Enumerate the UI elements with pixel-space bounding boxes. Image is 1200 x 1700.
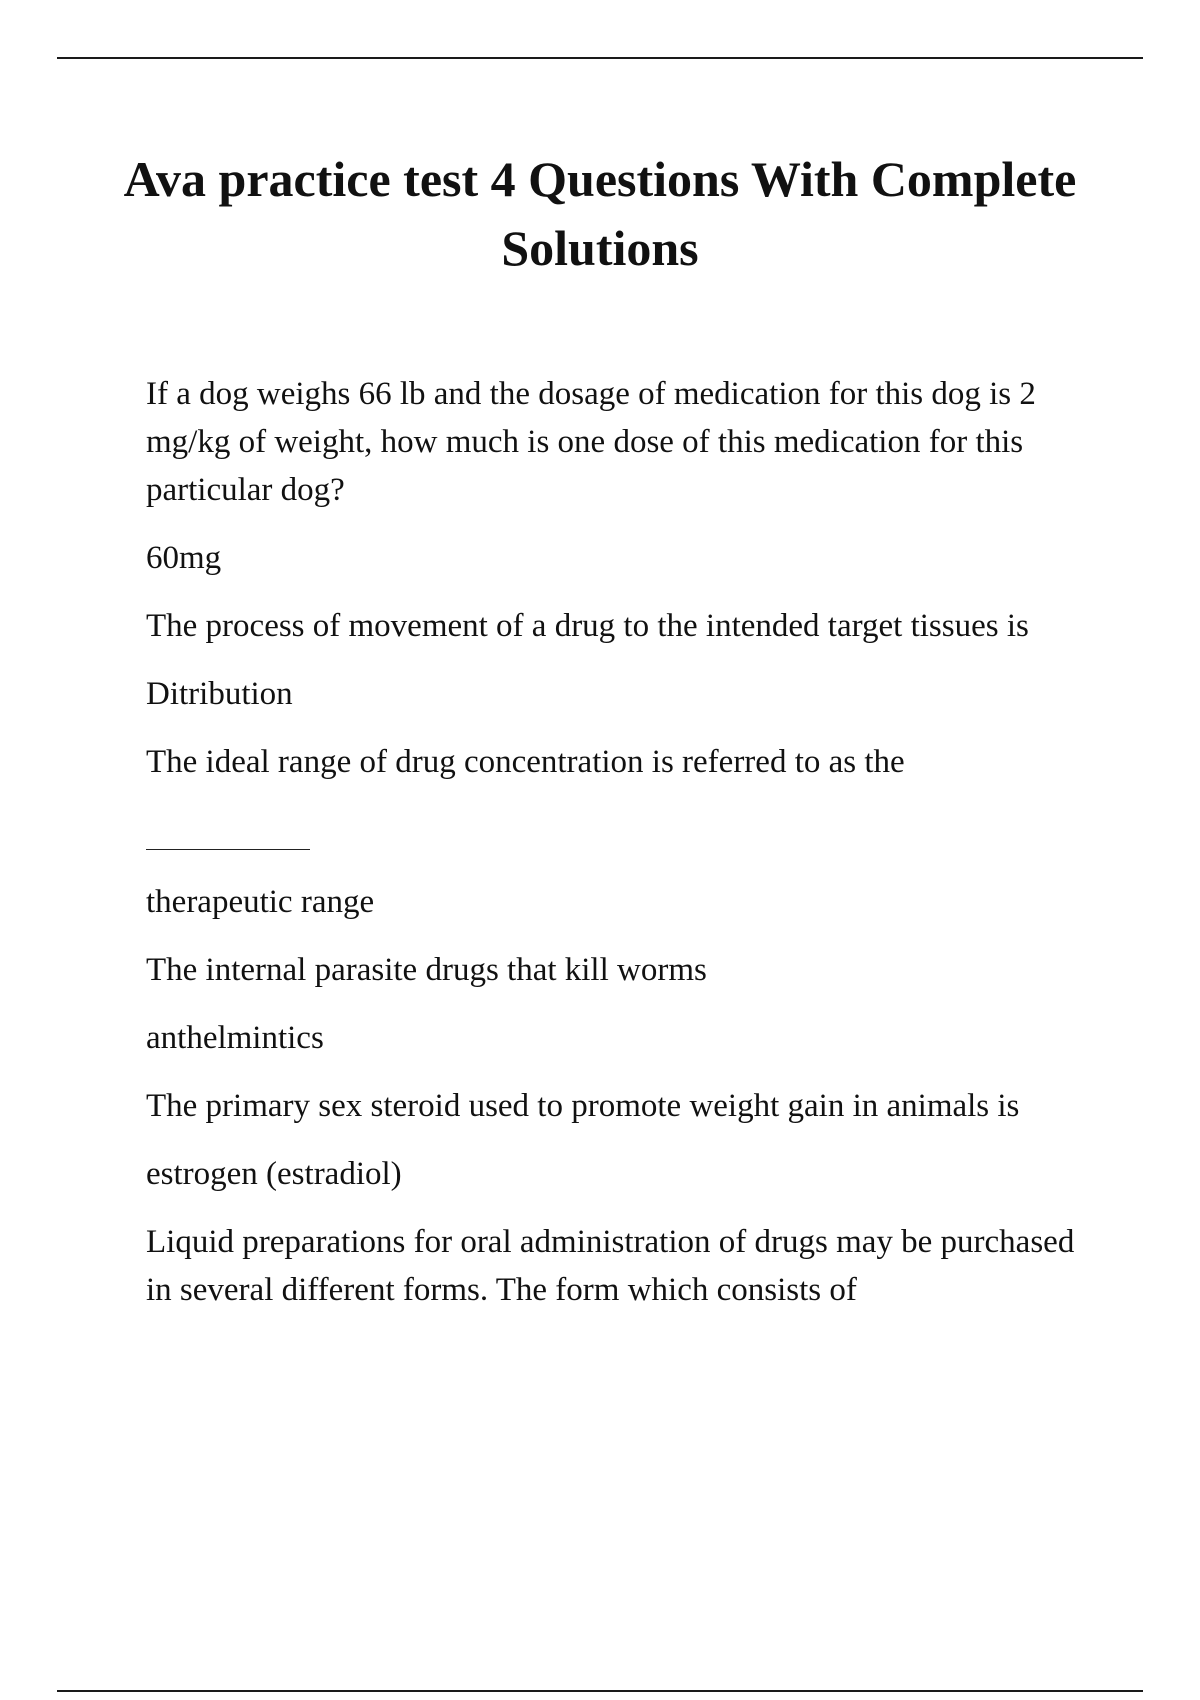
- bottom-rule: [57, 1690, 1143, 1692]
- answer-text: therapeutic range: [146, 884, 375, 920]
- question-text: The process of movement of a drug to the intended target tissues is: [146, 608, 1029, 644]
- answer-text: Ditribution: [146, 676, 293, 712]
- question-text: If a dog weighs 66 lb and the dosage of medication for this dog is 2 mg/kg of weight, how much is one dose of this medication for this particular dog?: [146, 376, 1036, 508]
- answer-text: 60mg: [146, 540, 222, 576]
- question-text: The primary sex steroid used to promote weight gain in animals is: [146, 1088, 1020, 1124]
- answer-text: anthelmintics: [146, 1020, 324, 1056]
- question-text: Liquid preparations for oral administration of drugs may be purchased in several different forms. The form which consists of: [146, 1224, 1075, 1308]
- answer-text: estrogen (estradiol): [146, 1156, 402, 1192]
- qa-list: [146, 370, 1096, 1334]
- document-title: Ava practice test 4 Questions With Complete Solutions: [123, 151, 1077, 276]
- question-text: The internal parasite drugs that kill worms: [146, 952, 707, 988]
- top-rule: [57, 57, 1143, 59]
- fill-in-blank-line: [146, 849, 310, 850]
- question-text: The ideal range of drug concentration is referred to as the: [146, 744, 905, 780]
